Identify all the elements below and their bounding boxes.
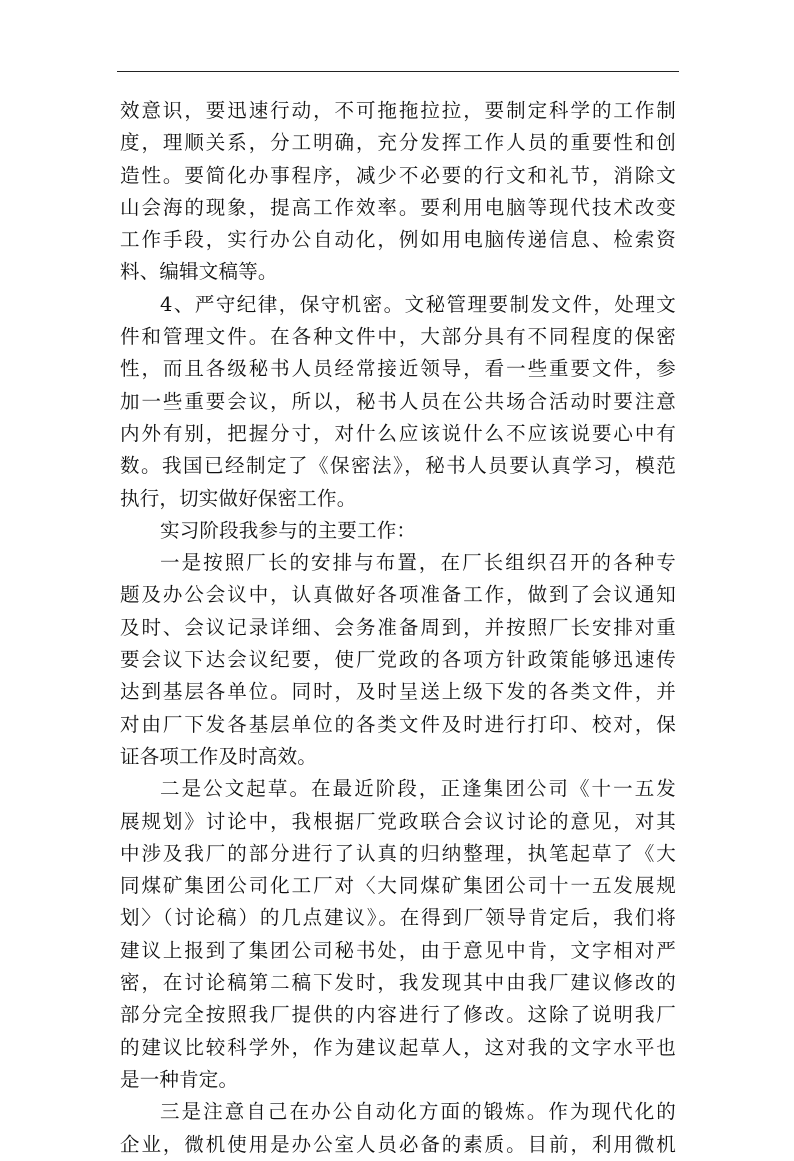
text-line: 执行，切实做好保密工作。 bbox=[120, 486, 357, 510]
text-line: 展规划》讨论中，我根据厂党政联合会议讨论的意见，对其 bbox=[120, 809, 676, 833]
text-line: 对由厂下发各基层单位的各类文件及时进行打印、校对，保 bbox=[120, 712, 676, 736]
text-line: 划〉（讨论稿）的几点建议》。在得到厂领导肯定后，我们将 bbox=[120, 906, 676, 930]
text-line: 达到基层各单位。同时，及时呈送上级下发的各类文件，并 bbox=[120, 680, 676, 704]
text-line: 效意识，要迅速行动，不可拖拖拉拉，要制定科学的工作制 bbox=[120, 99, 676, 122]
text-line: 三是注意自己在办公自动化方面的锻炼。作为现代化的 bbox=[160, 1100, 676, 1124]
text-line: 加一些重要会议，所以，秘书人员在公共场合活动时要注意 bbox=[120, 389, 676, 413]
text-line: 是一种肯定。 bbox=[120, 1067, 239, 1091]
text-line: 中涉及我厂的部分进行了认真的归纳整理，执笔起草了《大 bbox=[120, 841, 676, 865]
text-line: 证各项工作及时高效。 bbox=[120, 744, 318, 768]
text-line: 造性。要简化办事程序，减少不必要的行文和礼节，消除文 bbox=[120, 163, 676, 187]
text-line: 性，而且各级秘书人员经常接近领导，看一些重要文件，参 bbox=[120, 357, 676, 381]
text-line: 度，理顺关系，分工明确，充分发挥工作人员的重要性和创 bbox=[120, 131, 676, 155]
text-line: 密，在讨论稿第二稿下发时，我发现其中由我厂建议修改的 bbox=[120, 971, 676, 995]
text-line: 建议上报到了集团公司秘书处，由于意见中肯，文字相对严 bbox=[120, 938, 676, 962]
text-line: 的建议比较科学外，作为建议起草人，这对我的文字水平也 bbox=[120, 1035, 676, 1059]
text-line: 题及办公会议中，认真做好各项准备工作，做到了会议通知 bbox=[120, 583, 676, 607]
text-line: 件和管理文件。在各种文件中，大部分具有不同程度的保密 bbox=[120, 325, 676, 349]
text-line: 同煤矿集团公司化工厂对〈大同煤矿集团公司十一五发展规 bbox=[120, 874, 676, 898]
text-line: 山会海的现象，提高工作效率。要利用电脑等现代技术改变 bbox=[120, 195, 676, 219]
text-line: 及时、会议记录详细、会务准备周到，并按照厂长安排对重 bbox=[120, 615, 676, 639]
text-line: 实习阶段我参与的主要工作： bbox=[160, 518, 417, 542]
body-text bbox=[120, 95, 676, 1161]
text-line: 一是按照厂长的安排与布置，在厂长组织召开的各种专 bbox=[160, 551, 676, 575]
text-line: 数。我国已经制定了《保密法》，秘书人员要认真学习，模范 bbox=[120, 454, 676, 478]
text-line: 企业，微机使用是办公室人员必备的素质。目前，利用微机 bbox=[120, 1132, 676, 1156]
text-line: 工作手段，实行办公自动化，例如用电脑传递信息、检索资 bbox=[120, 228, 676, 252]
text-line: 要会议下达会议纪要，使厂党政的各项方针政策能够迅速传 bbox=[120, 648, 676, 672]
header-rule bbox=[117, 71, 679, 72]
text-line: 二是公文起草。在最近阶段，正逢集团公司《十一五发 bbox=[160, 777, 676, 801]
text-line: 料、编辑文稿等。 bbox=[120, 260, 278, 284]
text-line: 部分完全按照我厂提供的内容进行了修改。这除了说明我厂 bbox=[120, 1003, 676, 1027]
text-line: 4、严守纪律，保守机密。文秘管理要制发文件，处理文 bbox=[160, 292, 676, 316]
text-line: 内外有别，把握分寸，对什么应该说什么不应该说要心中有 bbox=[120, 421, 676, 445]
